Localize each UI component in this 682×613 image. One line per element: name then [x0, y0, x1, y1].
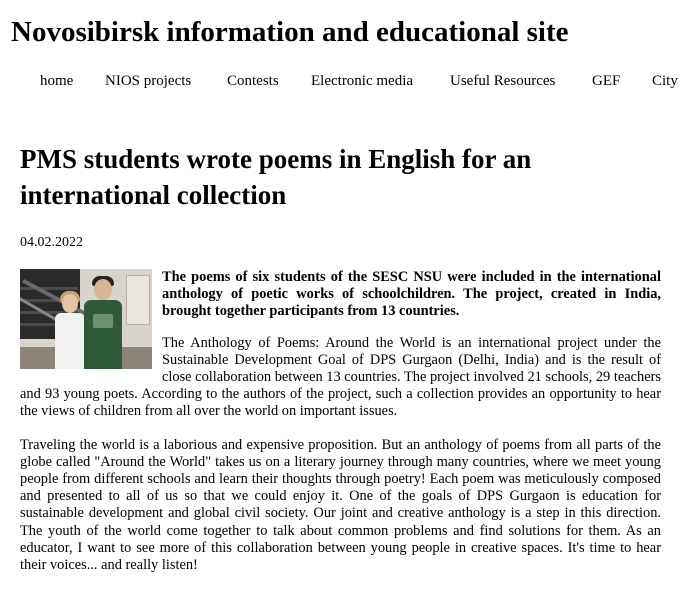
nav-item-electronic-media[interactable]: Electronic media: [311, 73, 414, 89]
nav-item-useful-resources[interactable]: Useful Resources: [450, 73, 556, 89]
article-date: 04.02.2022: [20, 235, 83, 250]
article-photo: [20, 269, 152, 369]
main-nav: [0, 71, 682, 93]
article-title: PMS students wrote poems in English for an international collection: [20, 144, 532, 210]
article-body: [20, 269, 661, 590]
article-paragraph: Traveling the world is a laborious and expensive proposition. But an anthology of poems from all parts of the globe called "Around the World" takes us on a literary journey through many countries, where we meet young people from different schools and learn their thoughts through poetry! Each poem was meticulously composed and presented to all of us so that we could enjoy it. One of the goals of DPS Gurgaon is education for sustainable development and global civil society. Our joint and creative anthology is a step in this direction. The youth of the world come together to talk about common problems and find solutions for them. As an educator, I want to see more of this collaboration between young people in creative spaces. It's time to hear their voices... and really listen!: [20, 436, 661, 574]
nav-item-home[interactable]: home: [40, 73, 74, 89]
article-paragraph: The Anthology of Poems: Around the World is an international project under the Sustainable Development Goal of DPS Gurgaon (Delhi, India) and is the result of close collaboration between 13 countries. The project involved 21 schools, 29 teachers and 93 young poets. According to the authors of the project, such a collection provides an opportunity to hear the views of children from all over the world on important issues.: [20, 334, 661, 420]
article-lead: The poems of six students of the SESC NSU were included in the international anthology of poetic works of schoolchildren. The project, created in India, brought together participants from 13 countries.: [162, 269, 661, 320]
nav-item-city[interactable]: City: [652, 73, 678, 89]
nav-item-nios-projects[interactable]: NIOS projects: [105, 73, 192, 89]
site-title: Novosibirsk information and educational site: [11, 16, 569, 48]
nav-item-contests[interactable]: Contests: [227, 73, 279, 89]
nav-item-gef[interactable]: GEF: [592, 73, 621, 89]
